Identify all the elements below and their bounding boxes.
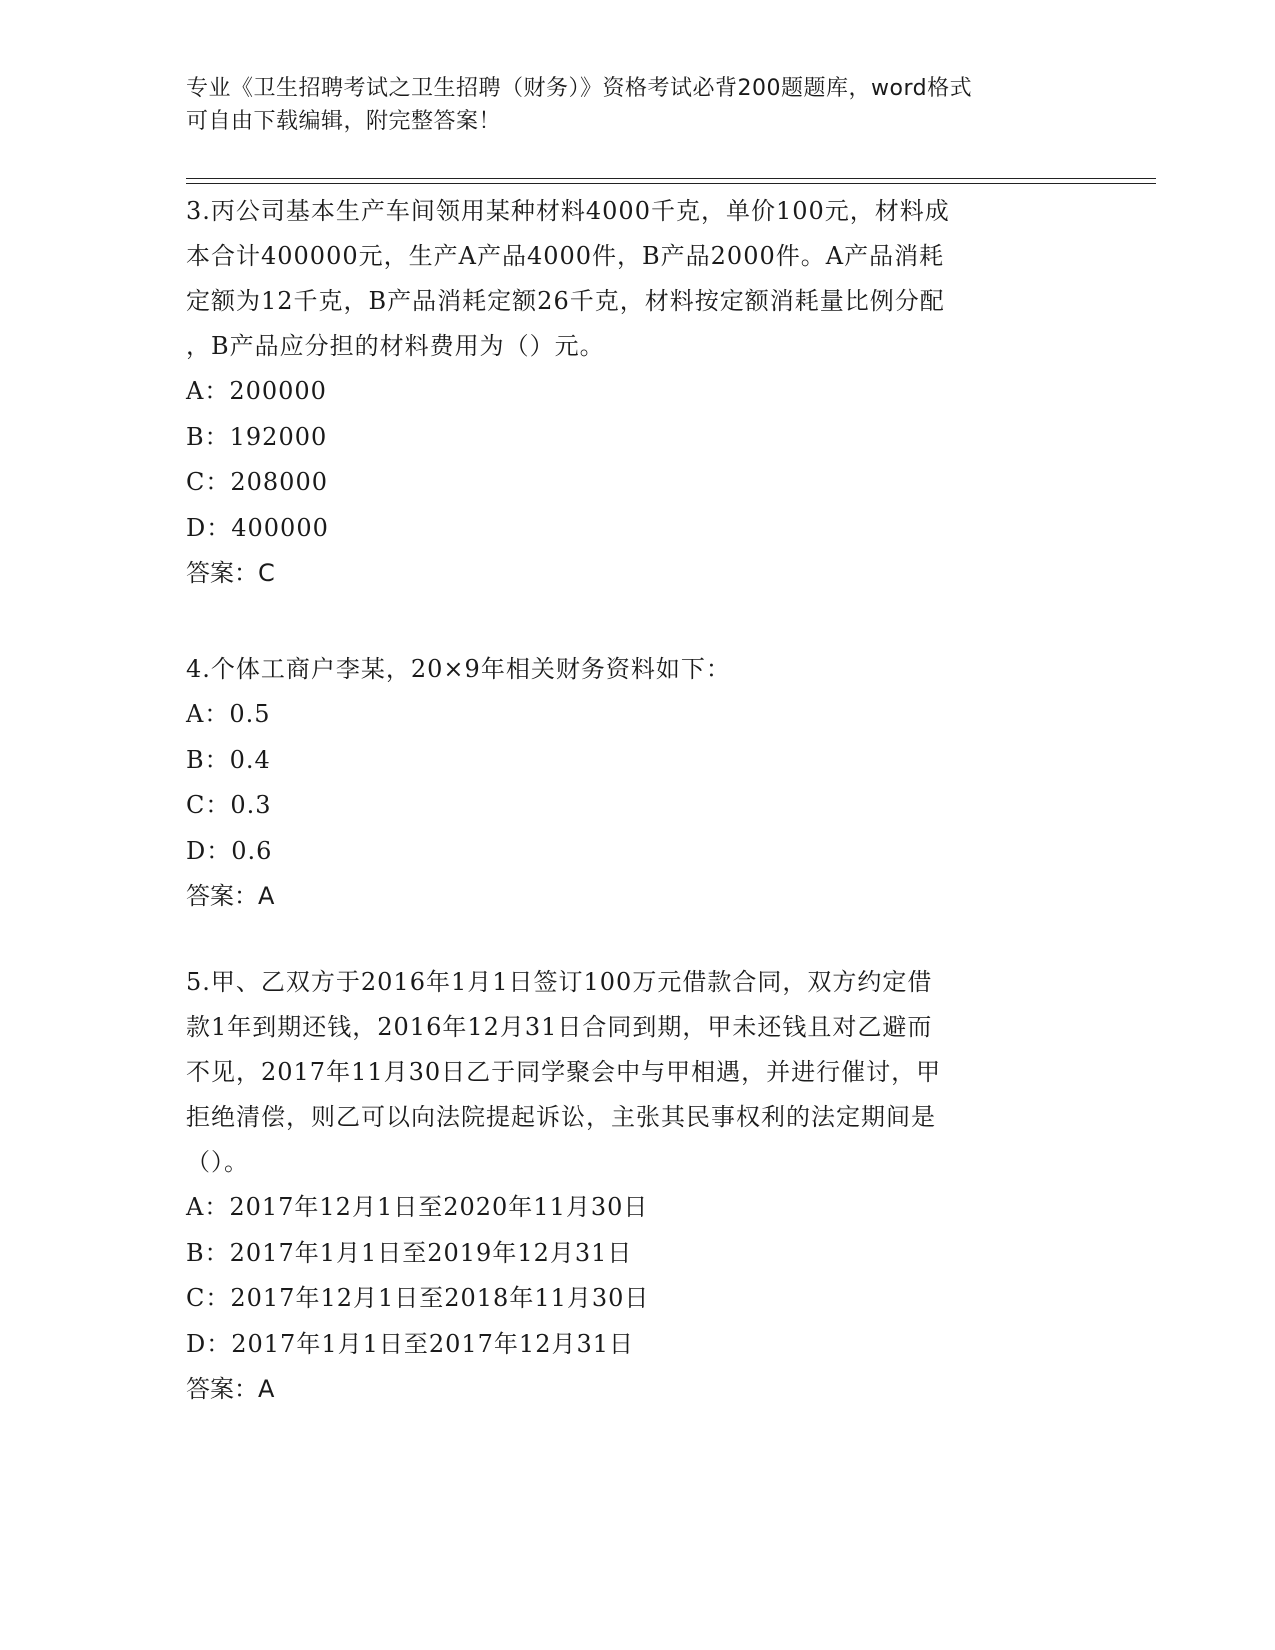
question-stem-line: 本合计400000元，生产A产品4000件，B产品2000件。A产品消耗: [186, 242, 945, 270]
option-c: C：0.3: [186, 791, 272, 819]
question-stem-line: 5.甲、乙双方于2016年1月1日签订100万元借款合同，双方约定借: [186, 968, 933, 996]
option-d: D：0.6: [186, 836, 273, 865]
option-a: A：200000: [186, 377, 327, 405]
option-d: D：2017年1月1日至2017年12月31日: [186, 1329, 635, 1358]
question-stem-line: 不见，2017年11月30日乙于同学聚会中与甲相遇，并进行催讨，甲: [186, 1058, 942, 1086]
option-c: C：208000: [186, 468, 328, 496]
option-a: A：2017年12月1日至2020年11月30日: [186, 1193, 649, 1221]
option-d: D：400000: [186, 513, 329, 542]
question-4: [186, 647, 1086, 919]
question-stem-line: （）。: [186, 1148, 249, 1176]
option-b: B：0.4: [186, 745, 271, 774]
answer: 答案：A: [186, 882, 275, 910]
question-stem-line: 3.丙公司基本生产车间领用某种材料4000千克，单价100元，材料成: [186, 197, 950, 225]
option-c: C：2017年12月1日至2018年11月30日: [186, 1284, 650, 1312]
question-3: [186, 189, 1086, 596]
question-stem-line: 拒绝清偿，则乙可以向法院提起诉讼，主张其民事权利的法定期间是: [186, 1103, 936, 1131]
option-a: A：0.5: [186, 700, 271, 728]
option-b: B：2017年1月1日至2019年12月31日: [186, 1238, 633, 1267]
question-stem-line: ，B产品应分担的材料费用为（）元。: [186, 332, 605, 360]
document-header: [186, 72, 1066, 138]
answer: 答案：C: [186, 559, 275, 587]
question-stem-line: 款1年到期还钱，2016年12月31日合同到期，甲未还钱且对乙避而: [186, 1013, 933, 1041]
question-5: [186, 960, 1086, 1412]
header-title-line-2: 可自由下载编辑，附完整答案！: [186, 109, 502, 134]
answer: 答案：A: [186, 1375, 275, 1403]
header-title-line-1: 专业《卫生招聘考试之卫生招聘（财务）》资格考试必背200题题库，word格式: [186, 76, 973, 101]
question-stem-line: 定额为12千克，B产品消耗定额26千克，材料按定额消耗量比例分配: [186, 287, 945, 315]
question-stem-line: 4.个体工商户李某，20×9年相关财务资料如下：: [186, 655, 731, 683]
header-divider-top: [186, 178, 1156, 179]
header-divider-bottom: [186, 183, 1156, 184]
option-b: B：192000: [186, 422, 328, 451]
